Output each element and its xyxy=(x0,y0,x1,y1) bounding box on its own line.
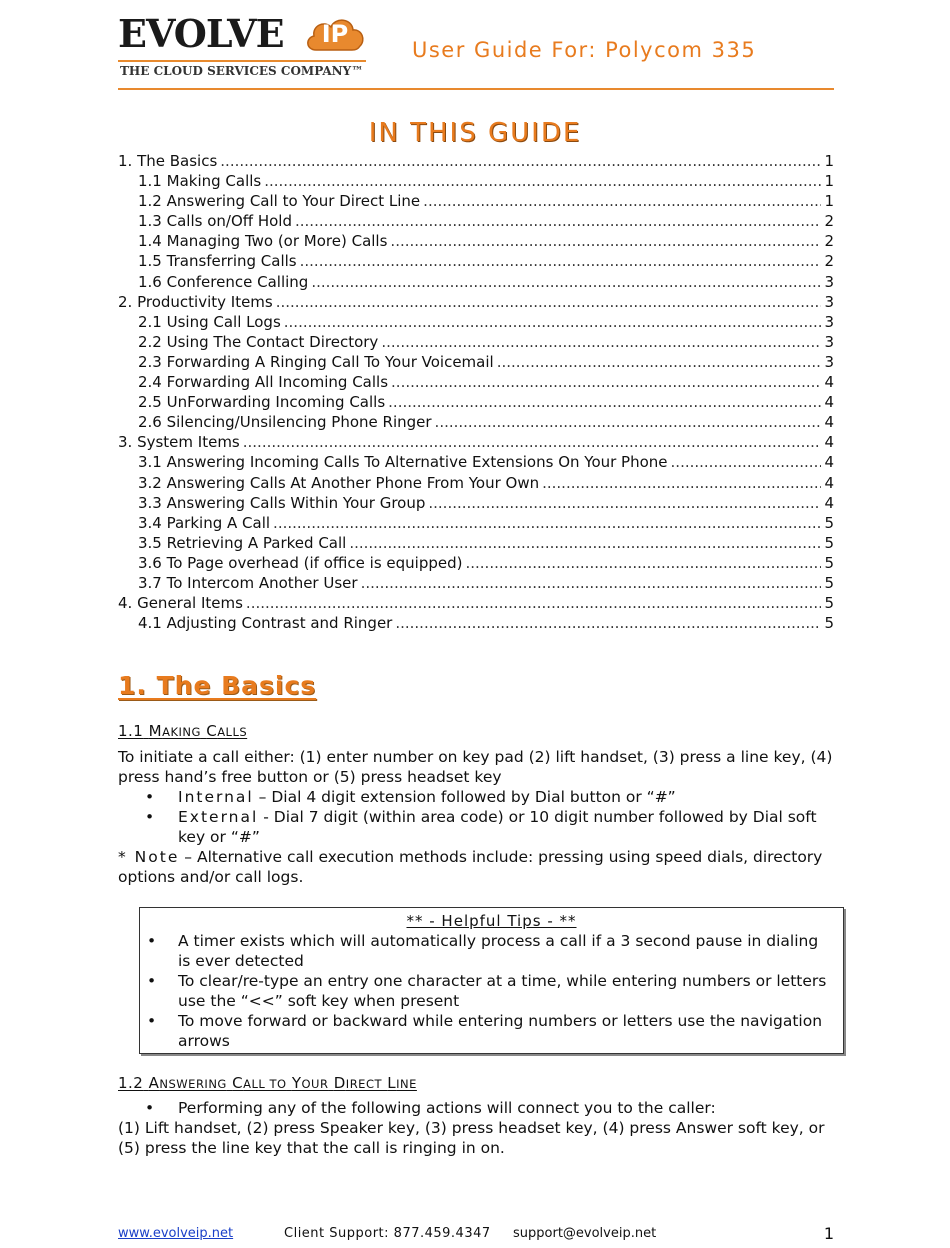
client-support-phone: Client Support: 877.459.4347 xyxy=(284,1226,491,1241)
toc-dot-leader xyxy=(395,613,821,633)
heading-cap: D xyxy=(333,1074,346,1092)
toc-entry-label: 1.6 Conference Calling xyxy=(138,272,309,291)
toc-entry[interactable] xyxy=(118,312,834,332)
table-of-contents xyxy=(118,151,834,633)
toc-entry[interactable] xyxy=(118,452,834,472)
toc-entry-label: 3.7 To Intercom Another User xyxy=(138,573,358,592)
heading-number: 1.1 xyxy=(118,722,144,740)
toc-dot-leader xyxy=(276,292,822,312)
bullet-icon: • xyxy=(147,972,157,990)
bullet-icon: • xyxy=(145,1099,155,1117)
toc-entry-label: 2.4 Forwarding All Incoming Calls xyxy=(138,373,389,392)
toc-entry[interactable] xyxy=(118,573,834,593)
bullet-term: Internal xyxy=(178,788,254,806)
bullet-term: External xyxy=(178,808,259,826)
heading-smallcaps: ALL TO xyxy=(243,1077,287,1091)
toc-entry-label: 1. The Basics xyxy=(118,152,218,170)
toc-entry-label: 3.4 Parking A Call xyxy=(138,513,271,532)
heading-smallcaps: NSWERING xyxy=(159,1077,227,1091)
tip-text: To move forward or backward while entering numbers or letters use the navigation arrows xyxy=(178,1012,823,1050)
toc-entry[interactable] xyxy=(118,432,834,452)
toc-entry[interactable] xyxy=(118,372,834,392)
toc-dot-leader xyxy=(311,272,821,292)
heading-cap: C xyxy=(232,1074,244,1092)
toc-entry-label: 1.4 Managing Two (or More) Calls xyxy=(138,232,388,251)
toc-entry[interactable] xyxy=(118,251,834,271)
toc-entry[interactable] xyxy=(118,332,834,352)
bullet-text: Performing any of the following actions will connect you to the caller: xyxy=(178,1099,716,1117)
toc-entry[interactable] xyxy=(118,513,834,533)
tips-title: ** - Helpful Tips - ** xyxy=(406,912,577,930)
subsection-heading-answering xyxy=(118,1074,417,1092)
toc-entry-page: 5 xyxy=(824,533,834,552)
toc-entry-page: 4 xyxy=(824,393,834,412)
toc-entry[interactable] xyxy=(118,171,834,191)
toc-entry[interactable] xyxy=(118,392,834,412)
toc-entry-label: 3.1 Answering Incoming Calls To Alternative Extensions On Your Phone xyxy=(138,453,668,472)
toc-entry[interactable] xyxy=(118,151,834,171)
toc-entry[interactable] xyxy=(118,533,834,553)
toc-entry-page: 4 xyxy=(824,493,834,512)
bullet-text: – Dial 4 digit extension followed by Dial button or “#” xyxy=(253,788,676,806)
heading-smallcaps: INE xyxy=(396,1077,417,1091)
toc-entry[interactable] xyxy=(118,191,834,211)
toc-entry[interactable] xyxy=(118,493,834,513)
tip-text: A timer exists which will automatically process a call if a 3 second pause in dialing is ever detected xyxy=(178,932,819,970)
toc-entry-page: 2 xyxy=(824,232,834,251)
toc-entry-label: 3.6 To Page overhead (if office is equipped) xyxy=(138,553,463,572)
toc-entry-page: 4 xyxy=(824,453,834,472)
toc-entry[interactable] xyxy=(118,553,834,573)
toc-entry[interactable] xyxy=(118,412,834,432)
heading-smallcaps: ALLS xyxy=(217,725,248,739)
heading-cap: C xyxy=(206,722,218,740)
heading-cap: M xyxy=(148,722,163,740)
toc-entry-label: 2.2 Using The Contact Directory xyxy=(138,332,379,351)
toc-entry-label: 2.5 UnForwarding Incoming Calls xyxy=(138,393,386,412)
toc-entry-label: 1.5 Transferring Calls xyxy=(138,252,297,271)
toc-dot-leader xyxy=(295,211,821,231)
heading-smallcaps: IRECT xyxy=(345,1077,382,1091)
bullet-icon: • xyxy=(147,1012,157,1030)
making-calls-note xyxy=(118,847,834,887)
toc-entry-page: 3 xyxy=(824,352,834,371)
toc-entry-page: 4 xyxy=(824,473,834,492)
list-item xyxy=(140,931,843,971)
answering-text: (1) Lift handset, (2) press Speaker key, (3) press headset key, (4) press Answer soft key, or (5) press the line key that the call is ringing in on. xyxy=(118,1119,825,1157)
toc-dot-leader xyxy=(497,352,822,372)
toc-entry-page: 5 xyxy=(824,594,834,613)
toc-entry-page: 5 xyxy=(824,573,834,592)
heading-cap: L xyxy=(387,1074,397,1092)
toc-entry[interactable] xyxy=(118,352,834,372)
toc-dot-leader xyxy=(273,513,821,533)
logo-wordmark: EVOLVE xyxy=(118,11,284,56)
toc-dot-leader xyxy=(264,171,821,191)
toc-dot-leader xyxy=(220,151,821,171)
toc-entry-label: 4. General Items xyxy=(118,594,243,613)
support-email: support@evolveip.net xyxy=(513,1226,657,1241)
toc-dot-leader xyxy=(349,533,821,553)
toc-entry-page: 3 xyxy=(824,332,834,351)
logo-underline xyxy=(118,60,366,62)
toc-entry-page: 4 xyxy=(824,433,834,452)
toc-entry-label: 3.2 Answering Calls At Another Phone From Your Own xyxy=(138,473,540,492)
toc-entry-page: 3 xyxy=(824,272,834,291)
toc-entry[interactable] xyxy=(118,272,834,292)
toc-entry[interactable] xyxy=(118,292,834,312)
toc-dot-leader xyxy=(243,432,822,452)
website-link[interactable]: www.evolveip.net xyxy=(118,1226,234,1241)
toc-dot-leader xyxy=(300,251,822,271)
toc-dot-leader xyxy=(671,452,822,472)
list-item xyxy=(118,1098,834,1118)
toc-entry-page: 5 xyxy=(824,614,834,633)
toc-entry-label: 1.3 Calls on/Off Hold xyxy=(138,212,292,231)
toc-dot-leader xyxy=(391,372,821,392)
toc-entry-page: 5 xyxy=(824,513,834,532)
toc-entry-page: 1 xyxy=(824,172,834,191)
subsection-heading-making-calls xyxy=(118,722,247,740)
list-item xyxy=(118,807,834,847)
toc-entry-page: 1 xyxy=(824,192,834,211)
toc-entry-label: 3.3 Answering Calls Within Your Group xyxy=(138,493,426,512)
toc-dot-leader xyxy=(361,573,822,593)
toc-dot-leader xyxy=(542,473,821,493)
note-text: – Alternative call execution methods include: pressing using speed dials, directory options and/or call logs. xyxy=(118,848,823,886)
toc-entry-page: 4 xyxy=(824,413,834,432)
bullet-icon: • xyxy=(145,808,155,826)
toc-entry-page: 4 xyxy=(824,373,834,392)
list-item xyxy=(118,787,834,807)
bullet-icon: • xyxy=(145,788,155,806)
logo-tagline: THE CLOUD SERVICES COMPANY™ xyxy=(120,64,364,78)
toc-entry-label: 2. Productivity Items xyxy=(118,292,273,311)
toc-dot-leader xyxy=(465,553,821,573)
tips-list xyxy=(140,931,843,1051)
toc-entry-label: 4.1 Adjusting Contrast and Ringer xyxy=(138,614,393,633)
toc-dot-leader xyxy=(388,392,821,412)
toc-entry-label: 3.5 Retrieving A Parked Call xyxy=(138,533,347,552)
toc-heading: IN THIS GUIDE xyxy=(368,118,582,148)
toc-entry-label: 2.6 Silencing/Unsilencing Phone Ringer xyxy=(138,413,432,432)
heading-smallcaps: OUR xyxy=(301,1077,329,1091)
header-divider xyxy=(118,88,834,90)
heading-number: 1.2 xyxy=(118,1074,144,1092)
toc-entry[interactable] xyxy=(118,473,834,493)
making-calls-bullets xyxy=(118,787,834,847)
list-item xyxy=(140,1011,843,1051)
toc-dot-leader xyxy=(435,412,822,432)
toc-entry[interactable] xyxy=(118,593,834,613)
toc-dot-leader xyxy=(246,593,822,613)
tip-text: To clear/re-type an entry one character at a time, while entering numbers or letters use the “<<” soft key when present xyxy=(178,972,827,1010)
page-number: 1 xyxy=(823,1224,834,1243)
logo-ip-text: IP xyxy=(321,20,349,48)
toc-entry-page: 2 xyxy=(824,212,834,231)
bullet-text: - Dial 7 digit (within area code) or 10 digit number followed by Dial soft key or “#” xyxy=(178,808,817,846)
toc-entry-label: 2.3 Forwarding A Ringing Call To Your Voicemail xyxy=(138,352,494,371)
toc-entry[interactable] xyxy=(118,613,834,633)
section-title: 1. The Basics xyxy=(118,671,317,700)
toc-entry-page: 3 xyxy=(824,292,834,311)
toc-dot-leader xyxy=(390,231,821,251)
toc-dot-leader xyxy=(381,332,821,352)
toc-entry-page: 3 xyxy=(824,312,834,331)
heading-cap: A xyxy=(148,1074,160,1092)
answering-bullets xyxy=(118,1098,834,1118)
toc-dot-leader xyxy=(428,493,821,513)
heading-cap: Y xyxy=(291,1074,302,1092)
toc-entry-page: 1 xyxy=(824,152,834,170)
list-item xyxy=(140,971,843,1011)
toc-entry-page: 2 xyxy=(824,252,834,271)
helpful-tips-box xyxy=(139,907,844,1054)
toc-dot-leader xyxy=(284,312,822,332)
toc-entry-page: 5 xyxy=(824,553,834,572)
evolve-ip-logo xyxy=(118,12,378,84)
page-footer xyxy=(118,1224,834,1244)
toc-entry-label: 2.1 Using Call Logs xyxy=(138,312,281,331)
toc-entry-label: 3. System Items xyxy=(118,433,240,452)
toc-entry[interactable] xyxy=(118,211,834,231)
note-term: * Note xyxy=(118,848,180,866)
toc-dot-leader xyxy=(423,191,821,211)
heading-smallcaps: AKING xyxy=(162,725,201,739)
document-header-title: User Guide For: Polycom 335 xyxy=(412,38,757,62)
making-calls-intro: To initiate a call either: (1) enter number on key pad (2) lift handset, (3) press a line key, (4) press hand’s free button or (5) press headset key xyxy=(118,748,833,786)
toc-entry-label: 1.2 Answering Call to Your Direct Line xyxy=(138,192,421,211)
toc-entry[interactable] xyxy=(118,231,834,251)
bullet-icon: • xyxy=(147,932,157,950)
toc-entry-label: 1.1 Making Calls xyxy=(138,172,262,191)
logo-ip-badge xyxy=(304,14,366,54)
